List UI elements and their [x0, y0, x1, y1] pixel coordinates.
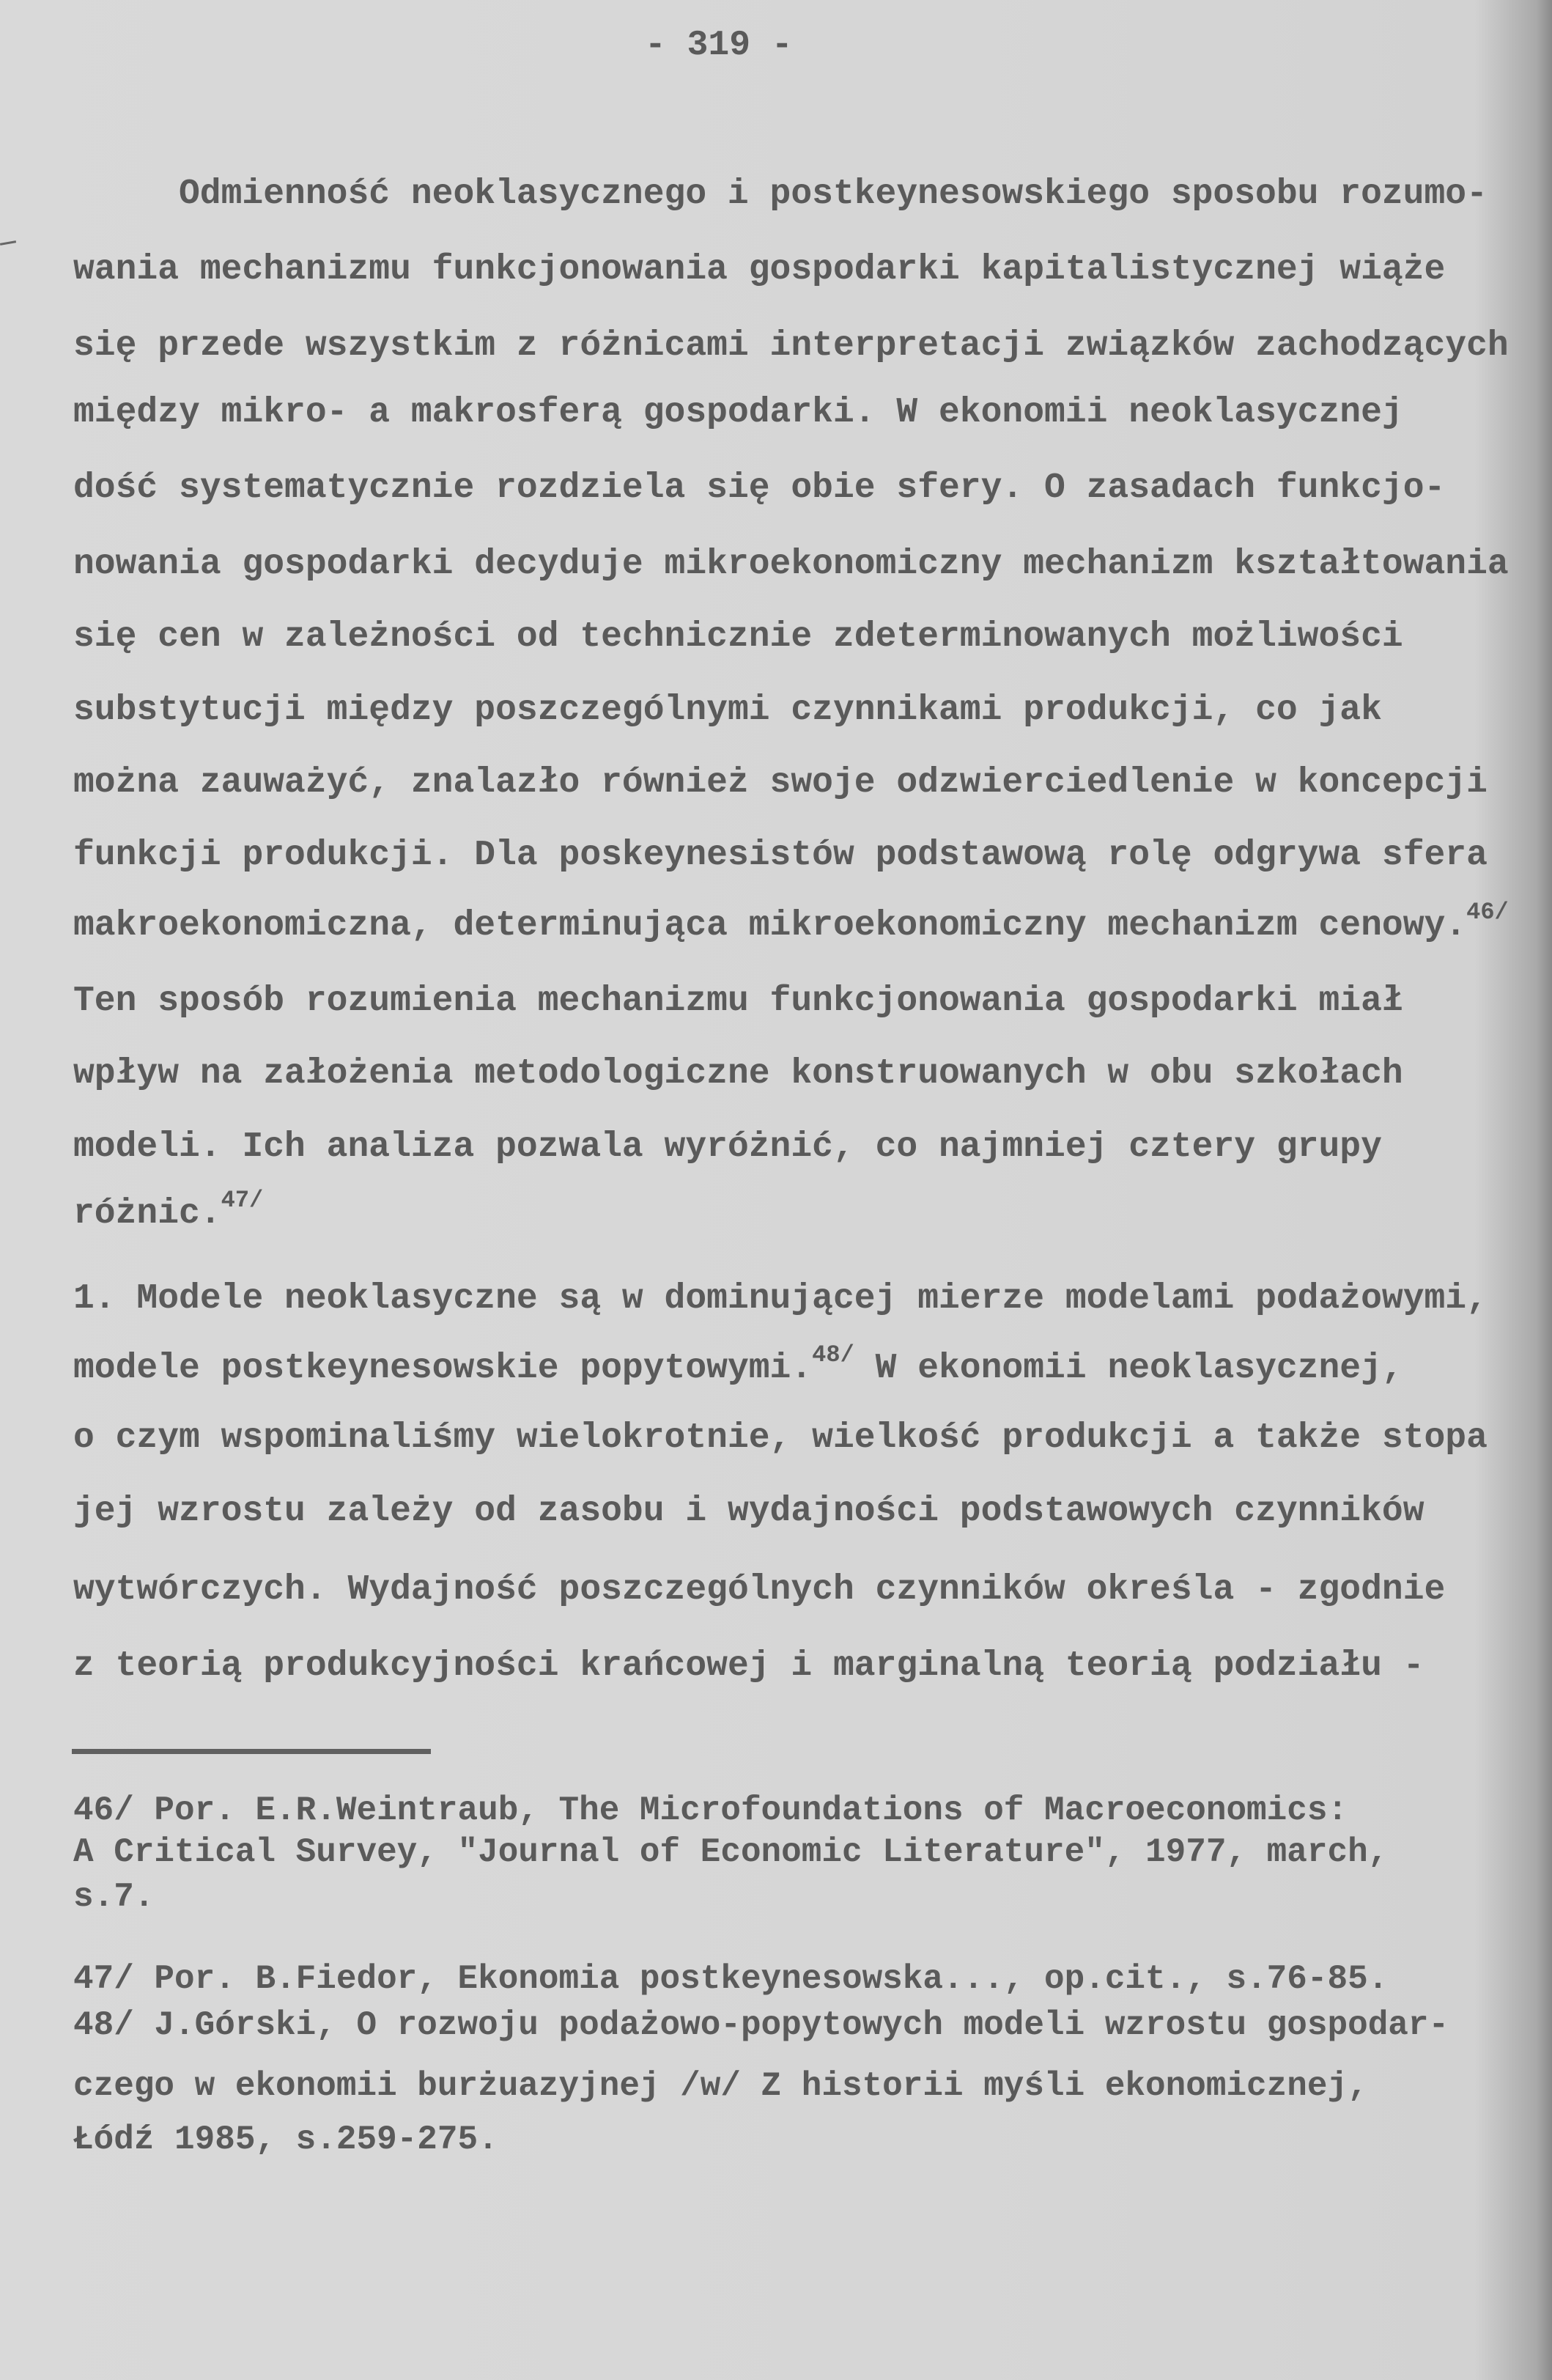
footnote-line: s.7. — [73, 1878, 155, 1916]
body-line: jej wzrostu zależy od zasobu i wydajności podstawowych czynników — [73, 1492, 1424, 1531]
footnote-line: A Critical Survey, "Journal of Economic Literature", 1977, march, — [73, 1833, 1389, 1871]
body-line-text: W ekonomii neoklasycznej, — [854, 1349, 1403, 1388]
body-line — [73, 1187, 264, 1239]
footnote-line: Łódź 1985, s.259-275. — [73, 2121, 498, 2159]
body-line: się cen w zależności od technicznie zdeterminowanych możliwości — [73, 617, 1403, 657]
body-line: wytwórczych. Wydajność poszczególnych czynników określa - zgodnie — [73, 1570, 1446, 1610]
body-line: Ten sposób rozumienia mechanizmu funkcjonowania gospodarki miał — [73, 981, 1403, 1021]
body-line: 1. Modele neoklasyczne są w dominującej mierze modelami podażowymi, — [73, 1279, 1488, 1319]
body-line-text: modele postkeynesowskie popytowymi. — [73, 1349, 813, 1388]
body-line: nowania gospodarki decyduje mikroekonomiczny mechanizm kształtowania — [73, 545, 1509, 584]
body-line: dość systematycznie rozdziela się obie sfery. O zasadach funkcjo- — [73, 468, 1446, 508]
body-line-text: makroekonomiczna, determinująca mikroekonomiczny mechanizm cenowy. — [73, 906, 1467, 946]
body-line: o czym wspominaliśmy wielokrotnie, wielkość produkcji a także stopa — [73, 1418, 1488, 1458]
page-number: - 319 - — [645, 26, 793, 65]
body-line — [73, 1341, 1403, 1393]
footnote-ref-46: 46/ — [1466, 899, 1509, 926]
body-line: Odmienność neoklasycznego i postkeynesowskiego sposobu rozumo- — [179, 174, 1488, 214]
footnote-line: czego w ekonomii burżuazyjnej /w/ Z historii myśli ekonomicznej, — [73, 2067, 1368, 2105]
footnote-ref-48: 48/ — [812, 1341, 854, 1368]
body-line: substytucji między poszczególnymi czynnikami produkcji, co jak — [73, 690, 1382, 730]
footnote-line: 48/ J.Górski, O rozwoju podażowo-popytowych modeli wzrostu gospodar- — [73, 2006, 1449, 2044]
body-line: funkcji produkcji. Dla poskeynesistów podstawową rolę odgrywa sfera — [73, 836, 1488, 875]
body-line: się przede wszystkim z różnicami interpretacji związków zachodzących — [73, 326, 1509, 366]
body-line: między mikro- a makrosferą gospodarki. W ekonomii neoklasycznej — [73, 393, 1403, 432]
body-line-text: różnic. — [73, 1194, 221, 1234]
footnote-line: 47/ Por. B.Fiedor, Ekonomia postkeynesowska..., op.cit., s.76-85. — [73, 1960, 1389, 1998]
footnote-divider — [72, 1749, 431, 1754]
footnote-ref-47: 47/ — [221, 1187, 264, 1214]
footnote-line: 46/ Por. E.R.Weintraub, The Microfoundations of Macroeconomics: — [73, 1791, 1348, 1830]
body-line: można zauważyć, znalazło również swoje odzwierciedlenie w koncepcji — [73, 763, 1488, 803]
body-line: wpływ na założenia metodologiczne konstruowanych w obu szkołach — [73, 1054, 1403, 1094]
body-line — [73, 899, 1509, 951]
body-line: wania mechanizmu funkcjonowania gospodarki kapitalistycznej wiąże — [73, 250, 1446, 290]
body-line: modeli. Ich analiza pozwala wyróżnić, co najmniej cztery grupy — [73, 1127, 1382, 1167]
margin-mark — [0, 240, 16, 246]
body-line: z teorią produkcyjności krańcowej i marginalną teorią podziału - — [73, 1646, 1424, 1686]
